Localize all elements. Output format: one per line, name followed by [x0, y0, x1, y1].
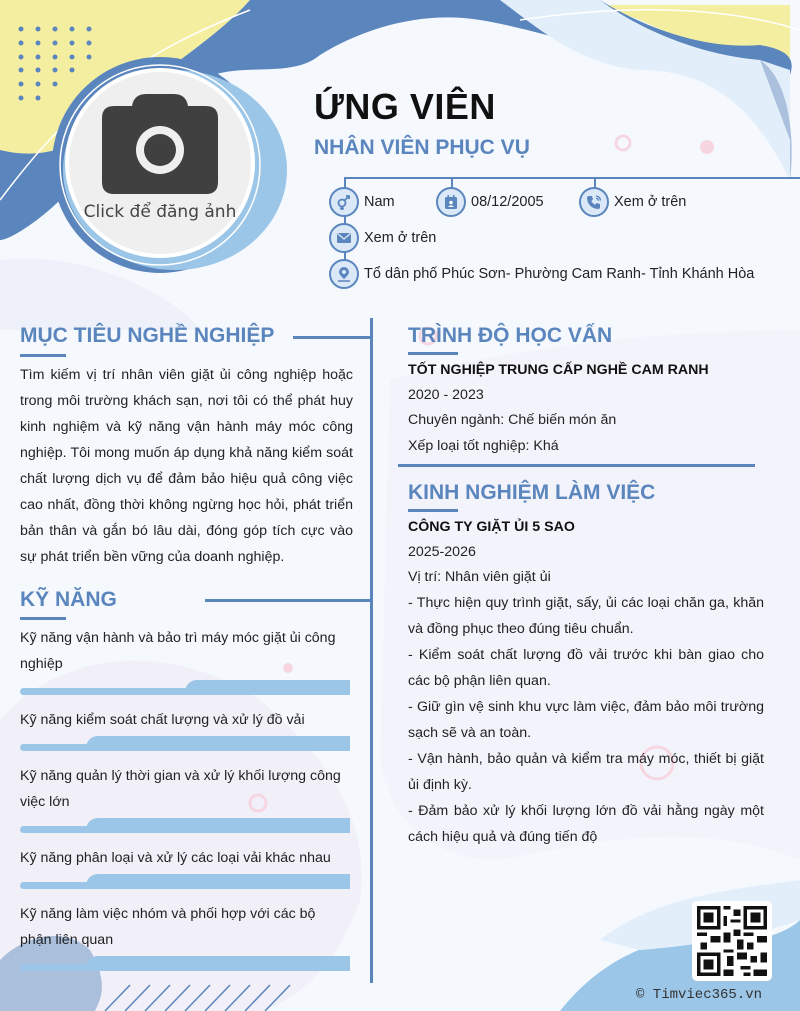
experience-duty: - Vận hành, bảo quản và kiểm tra máy móc, thiết bị giặt ủi định kỳ. [408, 751, 764, 793]
section-underline [408, 509, 458, 512]
experience-duty: - Đảm bảo xử lý khối lượng lớn đồ vải hằng ngày một cách hiệu quả và đúng tiến độ [408, 803, 764, 845]
experience-duty: - Thực hiện quy trình giặt, sấy, ủi các loại chăn ga, khăn và đồng phục theo đúng tiêu chuẩn. [408, 595, 764, 637]
education-period: 2020 - 2023 [408, 387, 484, 403]
education-school: TỐT NGHIỆP TRUNG CẤP NGHỀ CAM RANH [408, 362, 709, 378]
contact-address: Tổ dân phố Phúc Sơn- Phường Cam Ranh- Tỉnh Khánh Hòa [329, 259, 754, 289]
qr-code-icon [697, 906, 767, 976]
experience-period: 2025-2026 [408, 544, 476, 560]
skill-item-label: Kỹ năng vận hành và bảo trì máy móc giặt ủi công nghiệp [20, 630, 336, 672]
education-grade: Xếp loại tốt nghiệp: Khá [408, 438, 559, 454]
section-title-objective: MỤC TIÊU NGHỀ NGHIỆP [20, 324, 275, 347]
skill-item-label: Kỹ năng quản lý thời gian và xử lý khối lượng công việc lớn [20, 768, 341, 810]
section-underline [20, 354, 66, 357]
skill-item-label: Kỹ năng kiểm soát chất lượng và xử lý đồ vải [20, 712, 305, 728]
skill-level-bar [20, 956, 350, 971]
section-underline [408, 352, 458, 355]
section-title-experience: KINH NGHIỆM LÀM VIỆC [408, 481, 656, 504]
section-title-skills: KỸ NĂNG [20, 588, 117, 611]
job-position: NHÂN VIÊN PHỤC VỤ [314, 136, 530, 159]
section-rule [398, 464, 755, 467]
avatar-upload[interactable] [65, 68, 255, 258]
objective-text: Tìm kiếm vị trí nhân viên giặt ủi công nghiệp hoặc trong môi trường khách sạn, nơi tôi có thể phát huy kinh nghiệm và kỹ năng vận hành máy móc công nghiệp. Tôi mong muốn áp dụng khả năng kiểm soát chất lượng dịch vụ để đảm bảo hiệu quả công việc cao nhất, đồng thời không ngừng học hỏi, phát triển bản thân và gắn bó lâu dài, đóng góp tích cực vào sự phát triển bền vững của doanh nghiệp. [20, 367, 353, 565]
contact-gender: Nam [329, 187, 395, 217]
section-rule [293, 336, 372, 339]
contact-email: Xem ở trên [329, 223, 436, 253]
experience-duty: - Kiểm soát chất lượng đồ vải trước khi bàn giao cho các bộ phận liên quan. [408, 647, 764, 689]
experience-duty: - Giữ gìn vệ sinh khu vực làm việc, đảm bảo môi trường sạch sẽ và an toàn. [408, 699, 764, 741]
skill-level-bar [20, 874, 350, 889]
experience-role: Vị trí: Nhân viên giặt ủi [408, 569, 551, 585]
column-divider [370, 318, 373, 983]
skill-level-bar [20, 818, 350, 833]
email-icon [329, 223, 359, 253]
contact-connector-line [344, 177, 800, 179]
camera-icon [102, 94, 218, 194]
section-rule [205, 599, 372, 602]
section-title-education: TRÌNH ĐỘ HỌC VẤN [408, 324, 613, 347]
candidate-name: ỨNG VIÊN [314, 86, 496, 127]
skill-level-bar [20, 680, 350, 695]
contact-birthday: 08/12/2005 [436, 187, 544, 217]
contact-phone: Xem ở trên [579, 187, 686, 217]
calendar-icon [436, 187, 466, 217]
skill-level-bar [20, 736, 350, 751]
copyright-text: © Timviec365.vn [636, 987, 763, 1003]
qr-code[interactable] [692, 901, 772, 981]
location-icon [329, 259, 359, 289]
skill-item-label: Kỹ năng làm việc nhóm và phối hợp với các bộ phận liên quan [20, 906, 316, 948]
experience-company: CÔNG TY GIẶT ỦI 5 SAO [408, 519, 575, 535]
skill-item-label: Kỹ năng phân loại và xử lý các loại vải khác nhau [20, 850, 331, 866]
phone-icon [579, 187, 609, 217]
section-underline [20, 617, 66, 620]
avatar-caption: Click để đăng ảnh [83, 202, 237, 222]
education-major: Chuyên ngành: Chế biến món ăn [408, 412, 617, 428]
gender-icon [329, 187, 359, 217]
